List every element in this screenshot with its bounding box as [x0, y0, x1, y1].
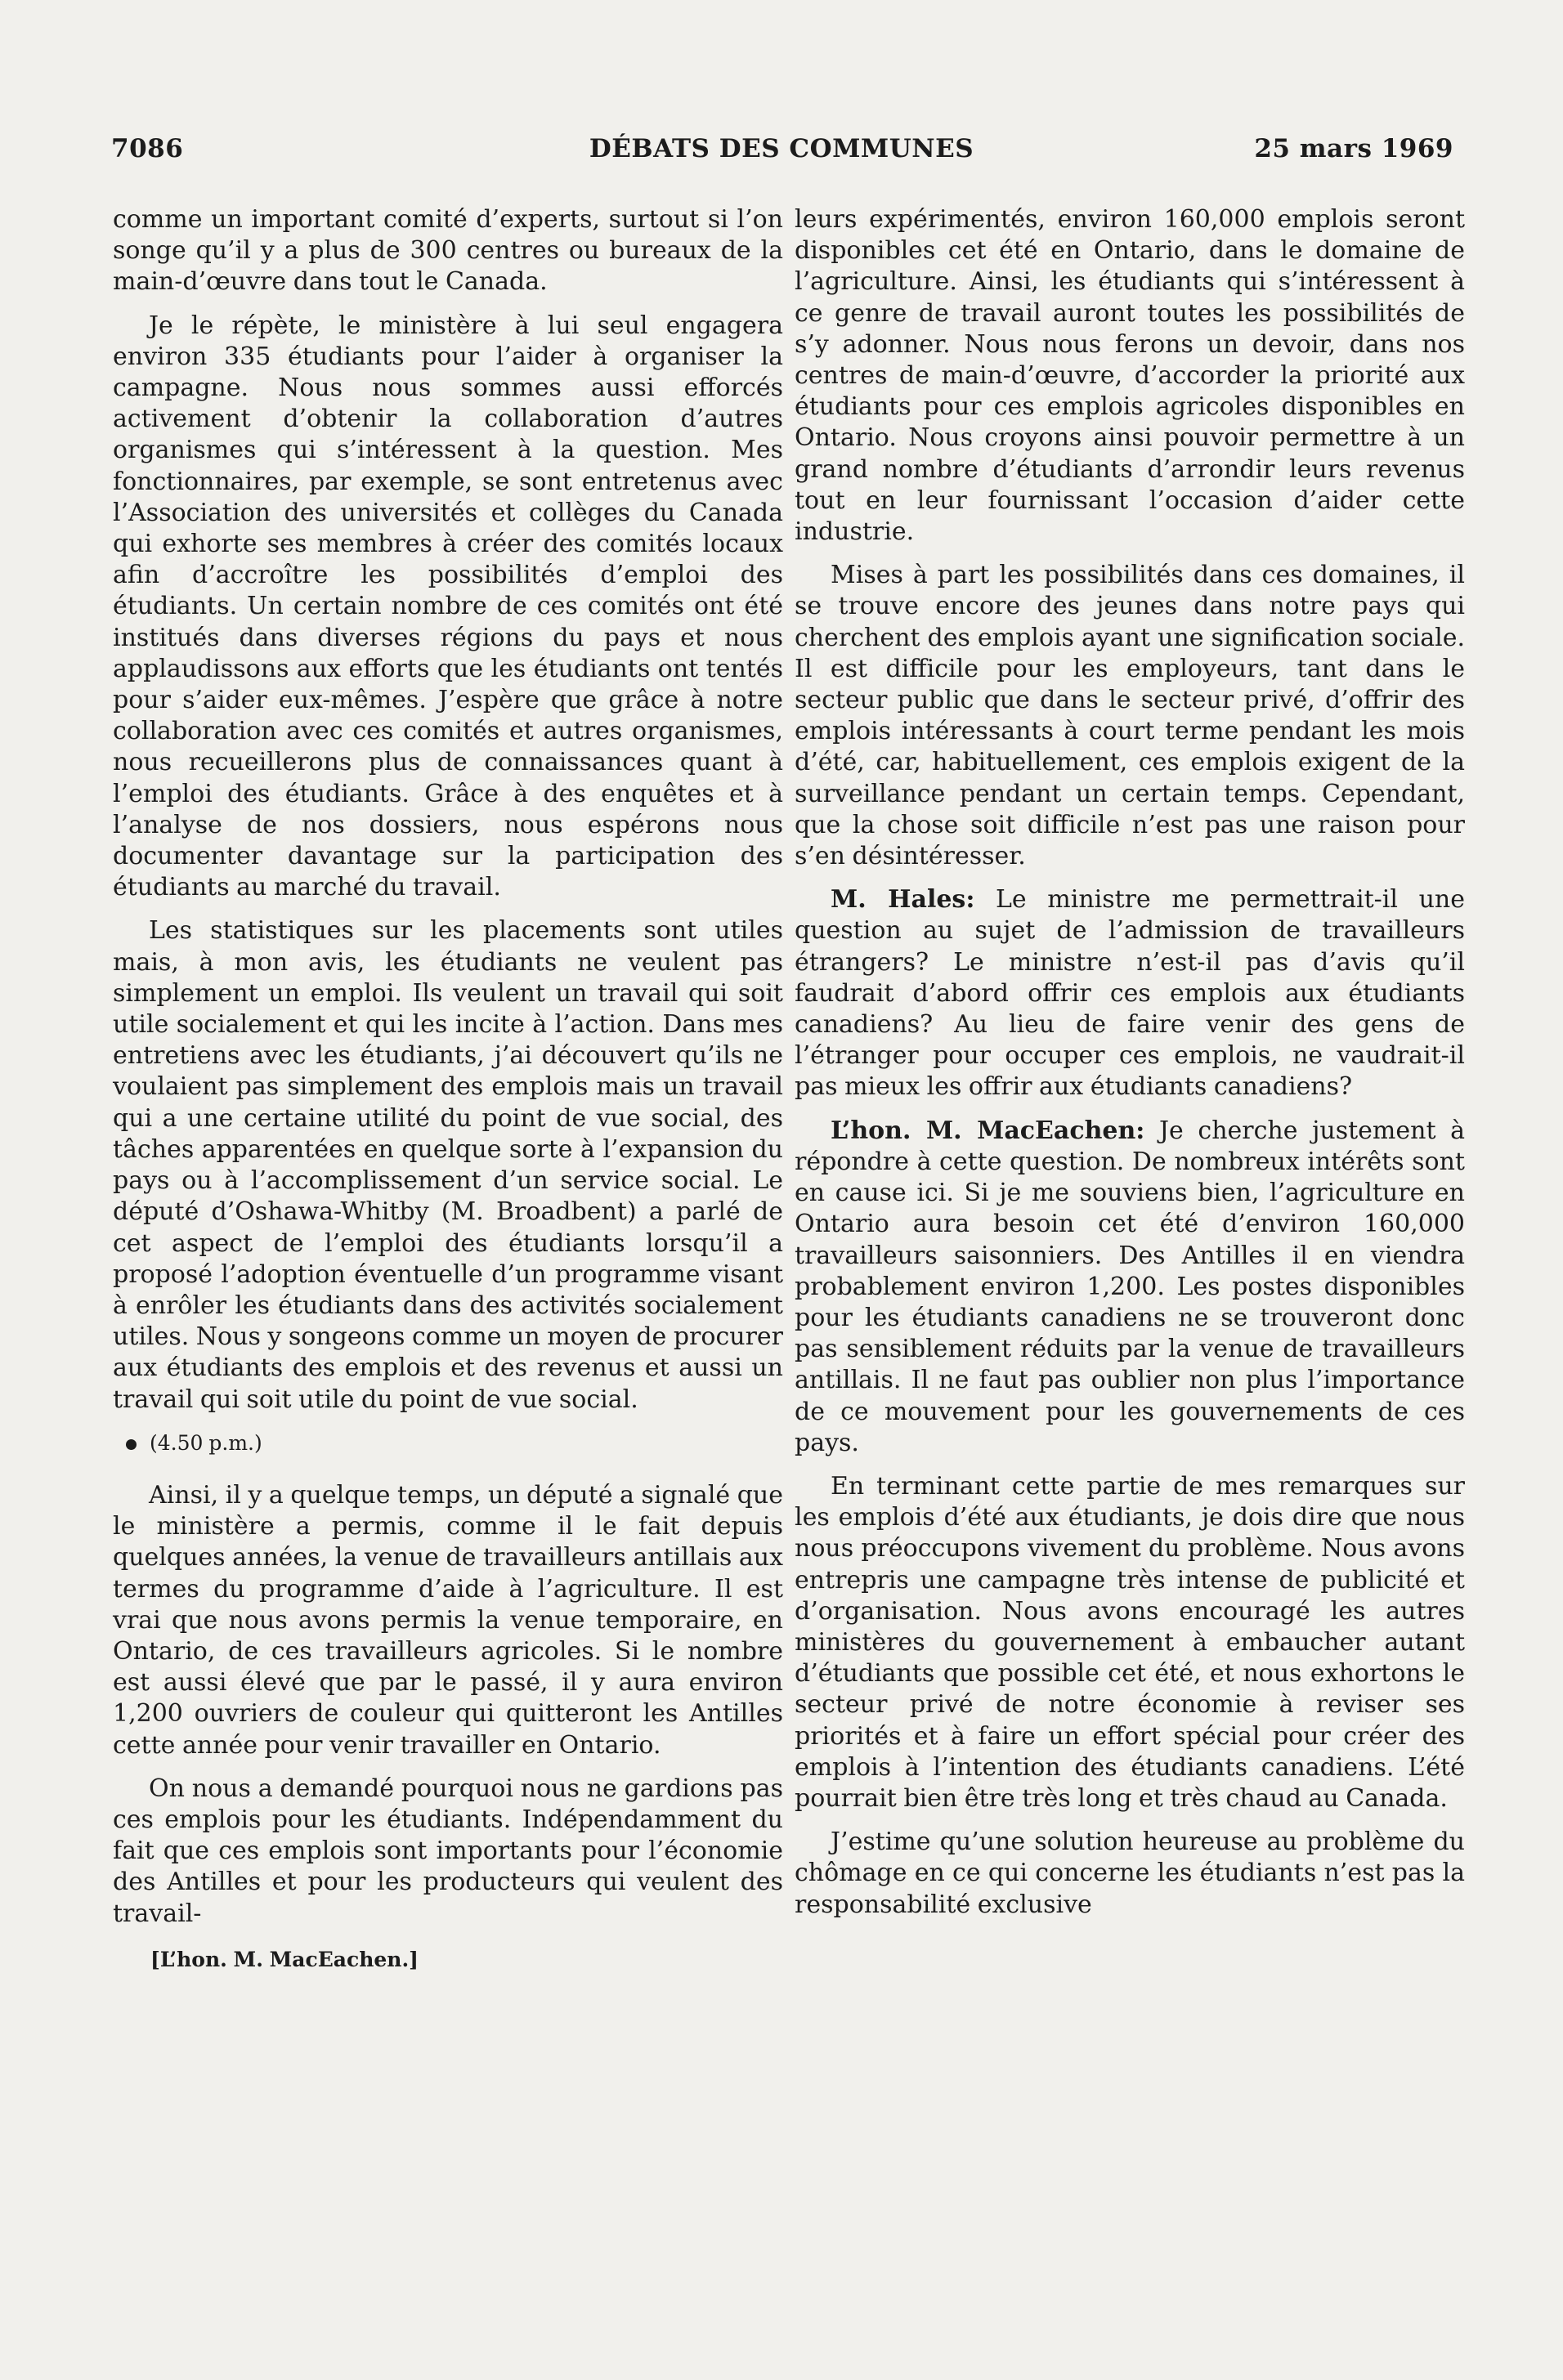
paragraph: En terminant cette partie de mes remarques sur les emplois d’été aux étudiants, je dois dire que nous nous préoccupons vivement du problème. Nous avons entrepris une campagne très intense de publicité et d’organisation. Nous avons encouragé les autres ministères du gouvernement à embaucher autant d’étudiants que possible cet été, et nous exhortons le secteur privé de notre économie à reviser ses priorités et à faire un effort spécial pour créer des emplois à l’intention des étudiants canadiens. L’été pourrait bien être très long et très chaud au Canada.	[795, 1471, 1465, 1813]
paragraph: Mises à part les possibilités dans ces domaines, il se trouve encore des jeunes dans notre pays qui cherchent des emplois ayant une signification sociale. Il est difficile pour les employeurs, tant dans le secteur public que dans le secteur privé, d’offrir des emplois intéressants à court terme pendant les mois d’été, car, habituellement, ces emplois exigent de la surveillance pendant un certain temps. Cependant, que la chose soit difficile n’est pas une raison pour s’en désintéresser.	[795, 561, 1465, 871]
speech-text: Je cherche justement à répondre à cette question. De nombreux intérêts sont en cause ici. Si je me souviens bien, l’agriculture en Ontario aura besoin cet été d’environ 160,000 travailleurs saisonniers. Des Antilles il en viendra probablement environ 1,200. Les postes disponibles pour les étudiants canadiens ne se trouveront donc pas sensiblement réduits par la venue de travailleurs antillais. Il ne faut pas oublier non plus l’importance de ce mouvement pour les gouvernements de ces pays.	[795, 1116, 1465, 1457]
speech-text: Le ministre me permettrait-il une question au sujet de l’admission de travailleurs étrangers? Le ministre n’est-il pas d’avis qu’il faudrait d’abord offrir ces emplois aux étudiants canadiens? Au lieu de faire venir des gens de l’étranger pour occuper ces emplois, ne vaudrait-il pas mieux les offrir aux étudiants canadiens?	[795, 885, 1465, 1102]
speaker-attribution: [L’hon. M. MacEachen.]	[150, 1947, 419, 1971]
time-marker-text: (4.50 p.m.)	[150, 1430, 262, 1455]
paragraph: leurs expérimentés, environ 160,000 emplois seront disponibles cet été en Ontario, dans le domaine de l’agriculture. Ainsi, les étudiants qui s’intéressent à ce genre de travail auront toutes les possibilités de s’y adonner. Nous nous ferons un devoir, dans nos centres de main-d’œuvre, d’accorder la priorité aux étudiants pour ces emplois agricoles disponibles en Ontario. Nous croyons ainsi pouvoir permettre à un grand nombre d’étudiants d’arrondir leurs revenus tout en leur fournissant l’occasion d’aider cette industrie.	[795, 205, 1465, 547]
paragraph: On nous a demandé pourquoi nous ne gardions pas ces emplois pour les étudiants. Indépendamment du fait que ces emplois sont importants pour l’économie des Antilles et pour les producteurs qui veulent des travail-	[113, 1774, 783, 1928]
right-column	[795, 204, 1465, 1933]
page-number: 7086	[111, 134, 184, 163]
time-marker	[126, 1428, 783, 1459]
page-date: 25 mars 1969	[1254, 134, 1453, 163]
paragraph: comme un important comité d’experts, surtout si l’on songe qu’il y a plus de 300 centres ou bureaux de la main-d’œuvre dans tout le Canada.	[113, 205, 783, 297]
paragraph: Ainsi, il y a quelque temps, un député a signalé que le ministère a permis, comme il le fait depuis quelques années, la venue de travailleurs antillais aux termes du programme d’aide à l’agriculture. Il est vrai que nous avons permis la venue temporaire, en Ontario, de ces travailleurs agricoles. Si le nombre est aussi élevé que par le passé, il y aura environ 1,200 ouvriers de couleur qui quitteront les Antilles cette année pour venir travailler en Ontario.	[113, 1480, 783, 1760]
speaker-name: M. Hales:	[831, 885, 975, 915]
paragraph: Les statistiques sur les placements sont utiles mais, à mon avis, les étudiants ne veulent pas simplement un emploi. Ils veulent un travail qui soit utile socialement et qui les incite à l’action. Dans mes entretiens avec les étudiants, j’ai découvert qu’ils ne voulaient pas simplement des emplois mais un travail qui a une certaine utilité du point de vue social, des tâches apparentées en quelque sorte à l’expansion du pays ou à l’accomplissement d’un service social. Le député d’Oshawa-Whitby (M. Broadbent) a parlé de cet aspect de l’emploi des étudiants lorsqu’il a proposé l’adoption éventuelle d’un programme visant à enrôler les étudiants dans des activités socialement utiles. Nous y songeons comme un moyen de procurer aux étudiants des emplois et des revenus et aussi un travail qui soit utile du point de vue social.	[113, 916, 783, 1414]
paragraph: Je le répète, le ministère à lui seul engagera environ 335 étudiants pour l’aider à organiser la campagne. Nous nous sommes aussi efforcés activement d’obtenir la collaboration d’autres organismes qui s’intéressent à la question. Mes fonctionnaires, par exemple, se sont entretenus avec l’Association des universités et collèges du Canada qui exhorte ses membres à créer des comités locaux afin d’accroître les possibilités d’emploi des étudiants. Un certain nombre de ces comités ont été institués dans diverses régions du pays et nous applaudissons aux efforts que les étudiants ont tentés pour s’aider eux-mêmes. J’espère que grâce à notre collaboration avec ces comités et autres organismes, nous recueillerons plus de connaissances quant à l’emploi des étudiants. Grâce à des enquêtes et à l’analyse de nos dossiers, nous espérons nous documenter davantage sur la participation des étudiants au marché du travail.	[113, 311, 783, 902]
paragraph	[795, 884, 1465, 1103]
speaker-name: L’hon. M. MacEachen:	[831, 1116, 1145, 1145]
paragraph: J’estime qu’une solution heureuse au problème du chômage en ce qui concerne les étudiants n’est pas la responsabilité exclusive	[795, 1828, 1465, 1919]
left-column	[113, 204, 783, 1975]
bullet-dot-icon	[126, 1439, 137, 1450]
page-title: DÉBATS DES COMMUNES	[589, 134, 974, 163]
paragraph	[795, 1116, 1465, 1459]
